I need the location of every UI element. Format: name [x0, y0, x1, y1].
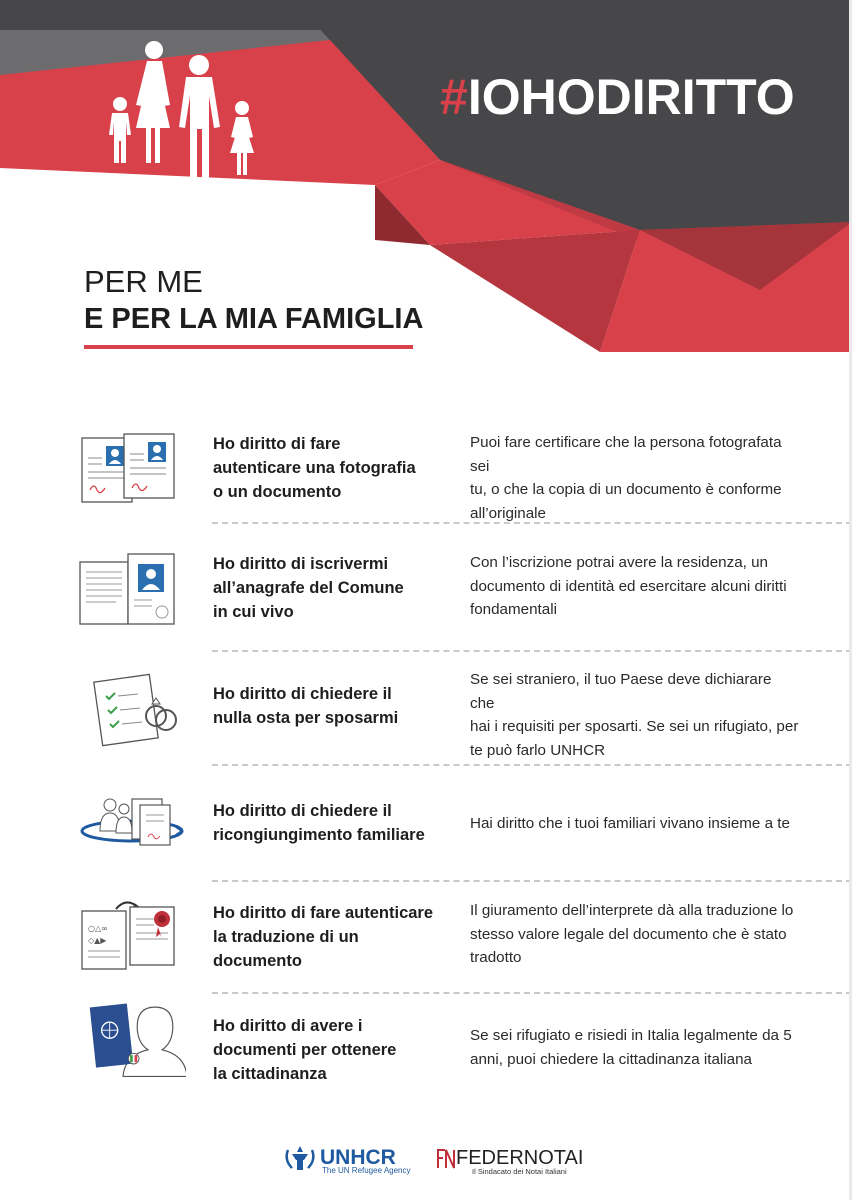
title-underline [84, 345, 413, 349]
right-description: Se sei rifugiato e risiedi in Italia legalmente da 5 anni, puoi chiedere la cittadinanza italiana [470, 1027, 792, 1068]
unhcr-logo-text: UNHCR [320, 1146, 396, 1169]
row-separator [212, 880, 852, 882]
family-reunification-icon [76, 787, 186, 867]
unhcr-tagline: The UN Refugee Agency [322, 1166, 411, 1175]
hashtag-text: IOHODIRITTO [467, 69, 795, 125]
right-description: Con l’iscrizione potrai avere la residenza, un documento di identità ed esercitare alcuni diritti fondamentali [470, 554, 787, 618]
right-title: Ho diritto di fare autenticare una fotografia o un documento [213, 435, 416, 501]
federnotai-tagline: Il Sindacato dei Notai Italiani [472, 1167, 567, 1176]
translation-seal-icon [76, 897, 186, 977]
hashtag-title [440, 69, 795, 125]
right-title: Ho diritto di fare autenticare la traduzione di un documento [213, 904, 434, 970]
row-separator [212, 992, 852, 994]
right-description: Puoi fare certificare che la persona fotografata sei tu, o che la copia di un documento è conforme all’originale [470, 434, 782, 522]
title-line-1: PER ME [84, 264, 203, 299]
passport-citizenship-icon [76, 1000, 186, 1080]
right-description: Il giuramento dell’interprete dà alla traduzione lo stesso valore legale del documento che è stato tradotto [470, 902, 794, 966]
row-separator [212, 764, 852, 766]
right-title: Ho diritto di chiedere il nulla osta per sposarmi [213, 685, 399, 727]
right-title: Ho diritto di iscrivermi all’anagrafe del Comune in cui vivo [213, 555, 404, 621]
checklist-rings-icon [76, 670, 186, 750]
svg-text:○△∞: ○△∞ [88, 924, 108, 933]
svg-text:◇▲▶: ◇▲▶ [88, 936, 107, 945]
registry-id-card-icon [76, 550, 186, 630]
row-separator [212, 650, 852, 652]
title-line-2: E PER LA MIA FAMIGLIA [84, 303, 424, 335]
federnotai-logo-text: FEDERNOTAI [456, 1147, 584, 1169]
hashtag-symbol: # [440, 69, 468, 125]
federnotai-emblem-icon [437, 1148, 455, 1170]
right-description: Hai diritto che i tuoi familiari vivano insieme a te [470, 815, 790, 832]
row-separator [212, 522, 852, 524]
unhcr-emblem-icon [282, 1142, 318, 1174]
right-title: Ho diritto di avere i documenti per ottenere la cittadinanza [213, 1017, 397, 1083]
right-description: Se sei straniero, il tuo Paese deve dichiarare che hai i requisiti per sposarti. Se sei un rifugiato, per te può farlo UNHCR [470, 671, 799, 759]
documents-signed-icon [76, 428, 186, 508]
right-title: Ho diritto di chiedere il ricongiungimento familiare [213, 802, 425, 844]
